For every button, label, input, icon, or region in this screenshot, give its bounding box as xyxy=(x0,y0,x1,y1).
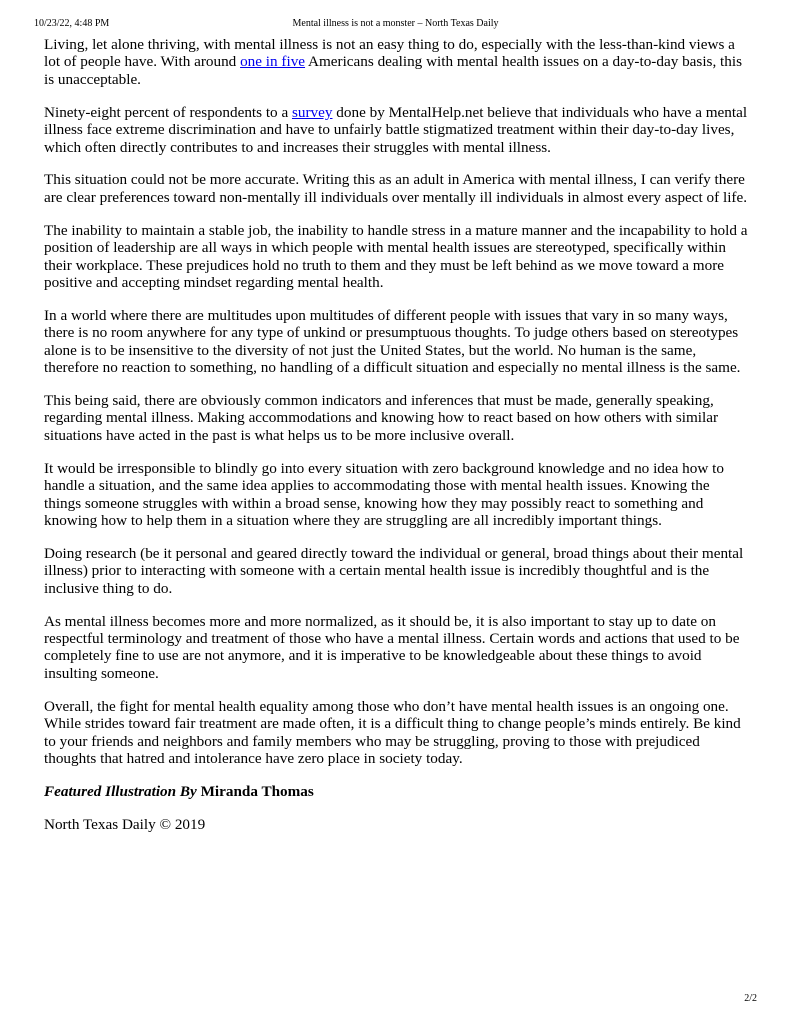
paragraph-3: This situation could not be more accurate. Writing this as an adult in America with mental illness, I can verify there are clear preferences toward non-mentally ill individuals over mentally ill individuals in almost every aspect of life. xyxy=(44,171,748,206)
print-page-title: Mental illness is not a monster – North Texas Daily xyxy=(292,18,499,29)
paragraph-4: The inability to maintain a stable job, the inability to handle stress in a mature manner and the incapability to hold a position of leadership are all ways in which people with mental health issues are stereotyped, specifically within their workplace. These prejudices hold no truth to them and they must be left behind as we move toward a more positive and accepting mindset regarding mental health. xyxy=(44,221,748,291)
illustration-credit xyxy=(44,783,750,800)
paragraph-1-text-end: Americans dealing with mental health issues on a day-to-day basis, this is unacceptable. xyxy=(44,53,742,88)
survey-link[interactable]: survey xyxy=(291,103,333,121)
paragraph-8: Doing research (be it personal and geared directly toward the individual or general, broad things about their mental illness) prior to interacting with someone with a certain mental health issue is incredibly thoughtful and is the inclusive thing to do. xyxy=(44,544,744,597)
paragraph-2-text-start: Ninety-eight percent of respondents to a xyxy=(44,103,292,121)
paragraph-10: Overall, the fight for mental health equality among those who don’t have mental health issues is an ongoing one. While strides toward fair treatment are made often, it is a difficult thing to change people’s minds entirely. Be kind to your friends and neighbors and family members who may be struggling, proving to those with prejudiced thoughts that hatred and intolerance have zero place in society today. xyxy=(44,697,741,767)
one-in-five-link[interactable]: one in five xyxy=(240,53,306,71)
paragraph-1-text-start: Living, let alone thriving, with mental illness is not an easy thing to do, especially with the less-than-kind views a lot of people have. With around xyxy=(44,36,735,71)
paragraph-6: This being said, there are obviously common indicators and inferences that must be made, generally speaking, regarding mental illness. Making accommodations and knowing how to react based on how others with similar situations have acted in the past is what helps us to be more inclusive overall. xyxy=(44,392,719,444)
paragraph-2-text-end: done by MentalHelp.net believe that individuals who have a mental illness face extreme discrimination and have to unfairly battle stigmatized treatment within their day-to-day lives, which often directly contributes to and increases their struggles with mental illness. xyxy=(44,103,748,156)
page-number: 2/2 xyxy=(744,993,757,1004)
print-datetime: 10/23/22, 4:48 PM xyxy=(34,18,110,29)
copyright-notice: North Texas Daily © 2019 xyxy=(44,815,206,833)
paragraph-7: It would be irresponsible to blindly go into every situation with zero background knowledge and no idea how to handle a situation, and the same idea applies to accommodating those with mental health issues. Knowing the things someone struggles with within a broad sense, knowing how they may possibly react to something and knowing how to help them in a situation where they are struggling are all incredibly important things. xyxy=(44,459,724,529)
print-header xyxy=(34,17,757,31)
paragraph-2 xyxy=(44,104,750,156)
paragraph-1 xyxy=(44,36,750,88)
paragraph-5: In a world where there are multitudes upon multitudes of different people with issues that vary in so many ways, there is no room anywhere for any type of unkind or presumptuous thoughts. To judge others based on stereotypes alone is to be insensitive to the diversity of not just the United States, but the world. No human is the same, therefore no reaction to something, no handling of a difficult situation and especially no mental illness is the same. xyxy=(44,306,741,377)
illustrator-name: Miranda Thomas xyxy=(200,782,314,800)
paragraph-9: As mental illness becomes more and more normalized, as it should be, it is also important to stay up to date on respectful terminology and treatment of those who have a mental illness. Certain words and actions that used to be completely fine to use are not anymore, and it is imperative to be knowledgeable about these things to avoid insulting someone. xyxy=(44,612,740,682)
illustration-credit-label: Featured Illustration By xyxy=(44,782,197,800)
article-body xyxy=(44,36,750,849)
